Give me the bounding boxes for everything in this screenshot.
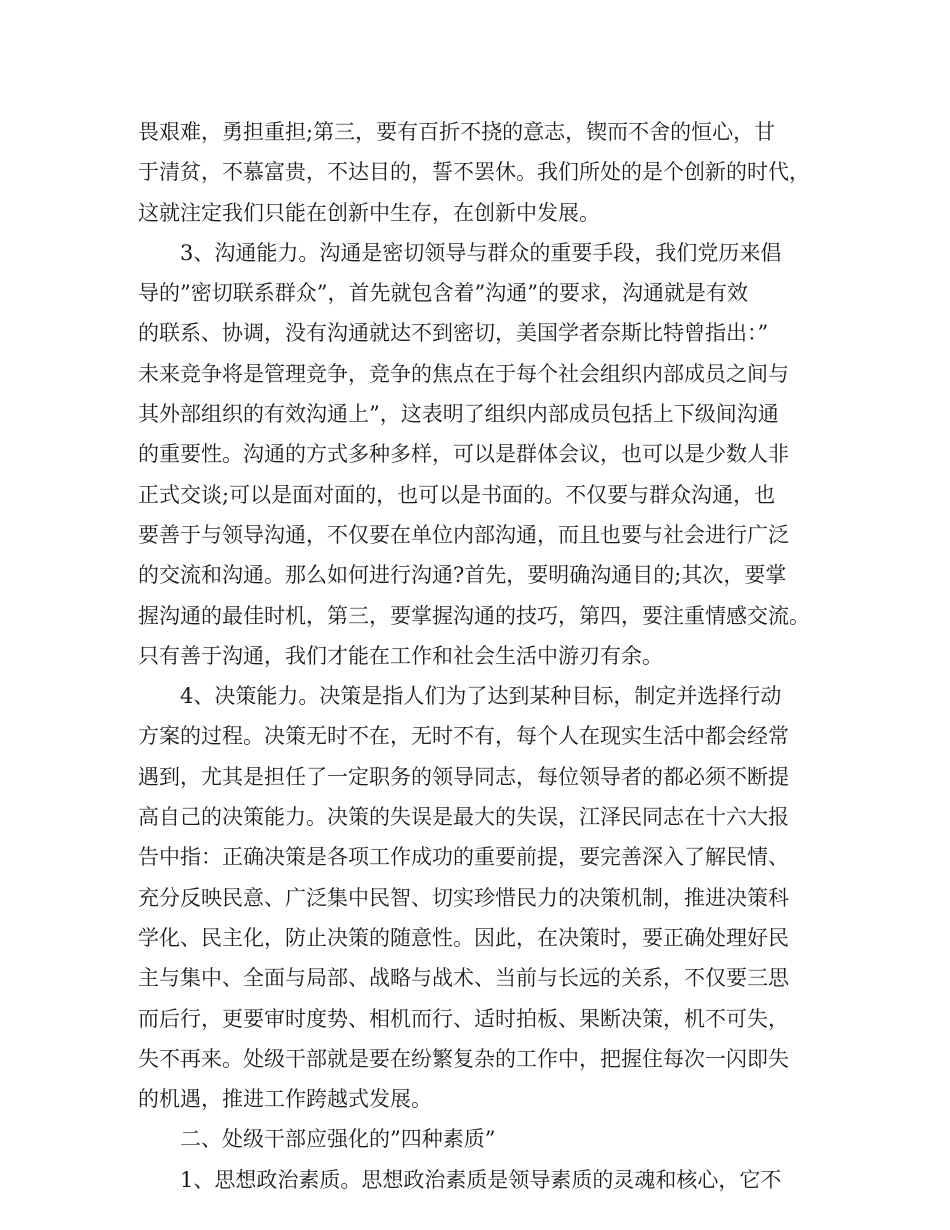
text-line: 告中指：正确决策是各项工作成功的重要前提，要完善深入了解民情、 [138, 845, 789, 870]
text-line: 握沟通的最佳时机，第三，要掌握沟通的技巧，第四，要注重情感交流。 [138, 603, 810, 628]
text-line: 4、决策能力。决策是指人们为了达到某种目标，制定并选择行动 [180, 684, 782, 709]
text-line: 的机遇，推进工作跨越式发展。 [138, 1087, 432, 1112]
text-line: 畏艰难，勇担重担;第三，要有百折不挠的意志，锲而不舍的恒心，甘 [138, 120, 776, 144]
text-line: 导的”密切联系群众”，首先就包含着”沟通”的要求，沟通就是有效 [138, 281, 748, 306]
text-line: 方案的过程。决策无时不在，无时不有，每个人在现实生活中都会经常 [138, 724, 789, 749]
text-line: 只有善于沟通，我们才能在工作和社会生活中游刃有余。 [138, 643, 663, 668]
text-line: 的交流和沟通。那么如何进行沟通?首先，要明确沟通目的;其次，要掌 [138, 563, 787, 588]
text-line: 高自己的决策能力。决策的失误是最大的失误，江泽民同志在十六大报 [138, 805, 789, 830]
text-line: 这就注定我们只能在创新中生存，在创新中发展。 [138, 200, 600, 225]
text-line: 其外部组织的有效沟通上”，这表明了组织内部成员包括上下级间沟通 [138, 402, 779, 427]
text-line: 正式交谈;可以是面对面的，也可以是书面的。不仅要与群众沟通，也 [138, 482, 776, 507]
text-line: 要善于与领导沟通，不仅要在单位内部沟通，而且也要与社会进行广泛 [138, 522, 789, 547]
text-line: 3、沟通能力。沟通是密切领导与群众的重要手段，我们党历来倡 [180, 240, 782, 265]
text-line: 二、处级干部应强化的”四种素质” [180, 1127, 496, 1152]
text-line: 遇到，尤其是担任了一定职务的领导同志，每位领导者的都必须不断提 [138, 764, 789, 789]
text-line: 而后行，更要审时度势、相机而行、适时拍板、果断决策，机不可失， [138, 1006, 789, 1031]
text-line: 主与集中、全面与局部、战略与战术、当前与长远的关系，不仅要三思 [138, 966, 789, 991]
text-line: 于清贫，不慕富贵，不达目的，誓不罢休。我们所处的是个创新的时代， [138, 160, 810, 185]
text-line: 1、思想政治素质。思想政治素质是领导素质的灵魂和核心，它不 [180, 1167, 782, 1192]
text-line: 失不再来。处级干部就是要在纷繁复杂的工作中，把握住每次一闪即失 [138, 1046, 789, 1071]
text-line: 充分反映民意、广泛集中民智、切实珍惜民力的决策机制，推进决策科 [138, 885, 789, 910]
body-text [138, 112, 828, 1200]
text-line: 未来竞争将是管理竞争，竞争的焦点在于每个社会组织内部成员之间与 [138, 361, 789, 386]
text-line: 的联系、协调，没有沟通就达不到密切，美国学者奈斯比特曾指出：” [138, 321, 769, 346]
text-line: 的重要性。沟通的方式多种多样，可以是群体会议，也可以是少数人非 [138, 442, 789, 467]
text-line: 学化、民主化，防止决策的随意性。因此，在决策时，要正确处理好民 [138, 925, 789, 950]
